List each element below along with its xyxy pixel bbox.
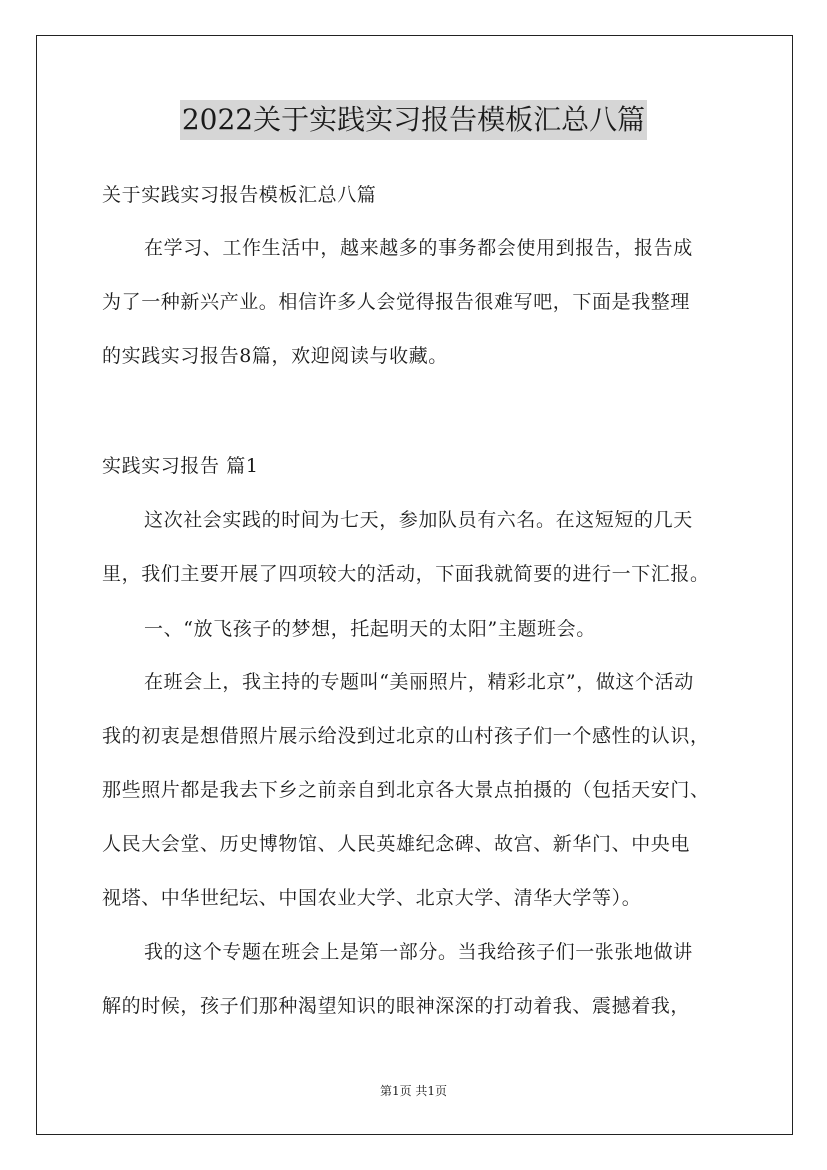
body-line: 一、“放飞孩子的梦想，托起明天的太阳”主题班会。 (144, 618, 596, 640)
page-footer: 第1页 共1页 (379, 1084, 448, 1098)
intro-line: 的实践实习报告8篇，欢迎阅读与收藏。 (102, 345, 448, 367)
body-line: 里，我们主要开展了四项较大的活动，下面我就简要的进行一下汇报。 (102, 563, 710, 585)
body-line: 在班会上，我主持的专题叫“美丽照片，精彩北京”，做这个活动 (144, 671, 694, 693)
body-line: 那些照片都是我去下乡之前亲自到北京各大景点拍摄的（包括天安门、 (102, 779, 710, 801)
body-line: 我的这个专题在班会上是第一部分。当我给孩子们一张张地做讲 (144, 941, 693, 963)
title-container (0, 100, 827, 140)
body-line: 视塔、中华世纪坛、中国农业大学、北京大学、清华大学等）。 (102, 887, 642, 909)
body-line: 这次社会实践的时间为七天，参加队员有六名。在这短短的几天 (144, 509, 693, 531)
intro-line: 在学习、工作生活中，越来越多的事务都会使用到报告，报告成 (144, 237, 693, 259)
body-line: 我的初衷是想借照片展示给没到过北京的山村孩子们一个感性的认识， (102, 725, 710, 747)
intro-line: 为了一种新兴产业。相信许多人会觉得报告很难写吧，下面是我整理 (102, 291, 691, 313)
body-line: 解的时候，孩子们那种渴望知识的眼神深深的打动着我、震撼着我， (102, 995, 691, 1017)
body-line: 人民大会堂、历史博物馆、人民英雄纪念碑、故宫、新华门、中央电 (102, 833, 691, 855)
section-heading: 实践实习报告 篇1 (102, 455, 259, 477)
document-subtitle: 关于实践实习报告模板汇总八篇 (102, 184, 377, 206)
document-title: 2022关于实践实习报告模板汇总八篇 (180, 100, 647, 140)
